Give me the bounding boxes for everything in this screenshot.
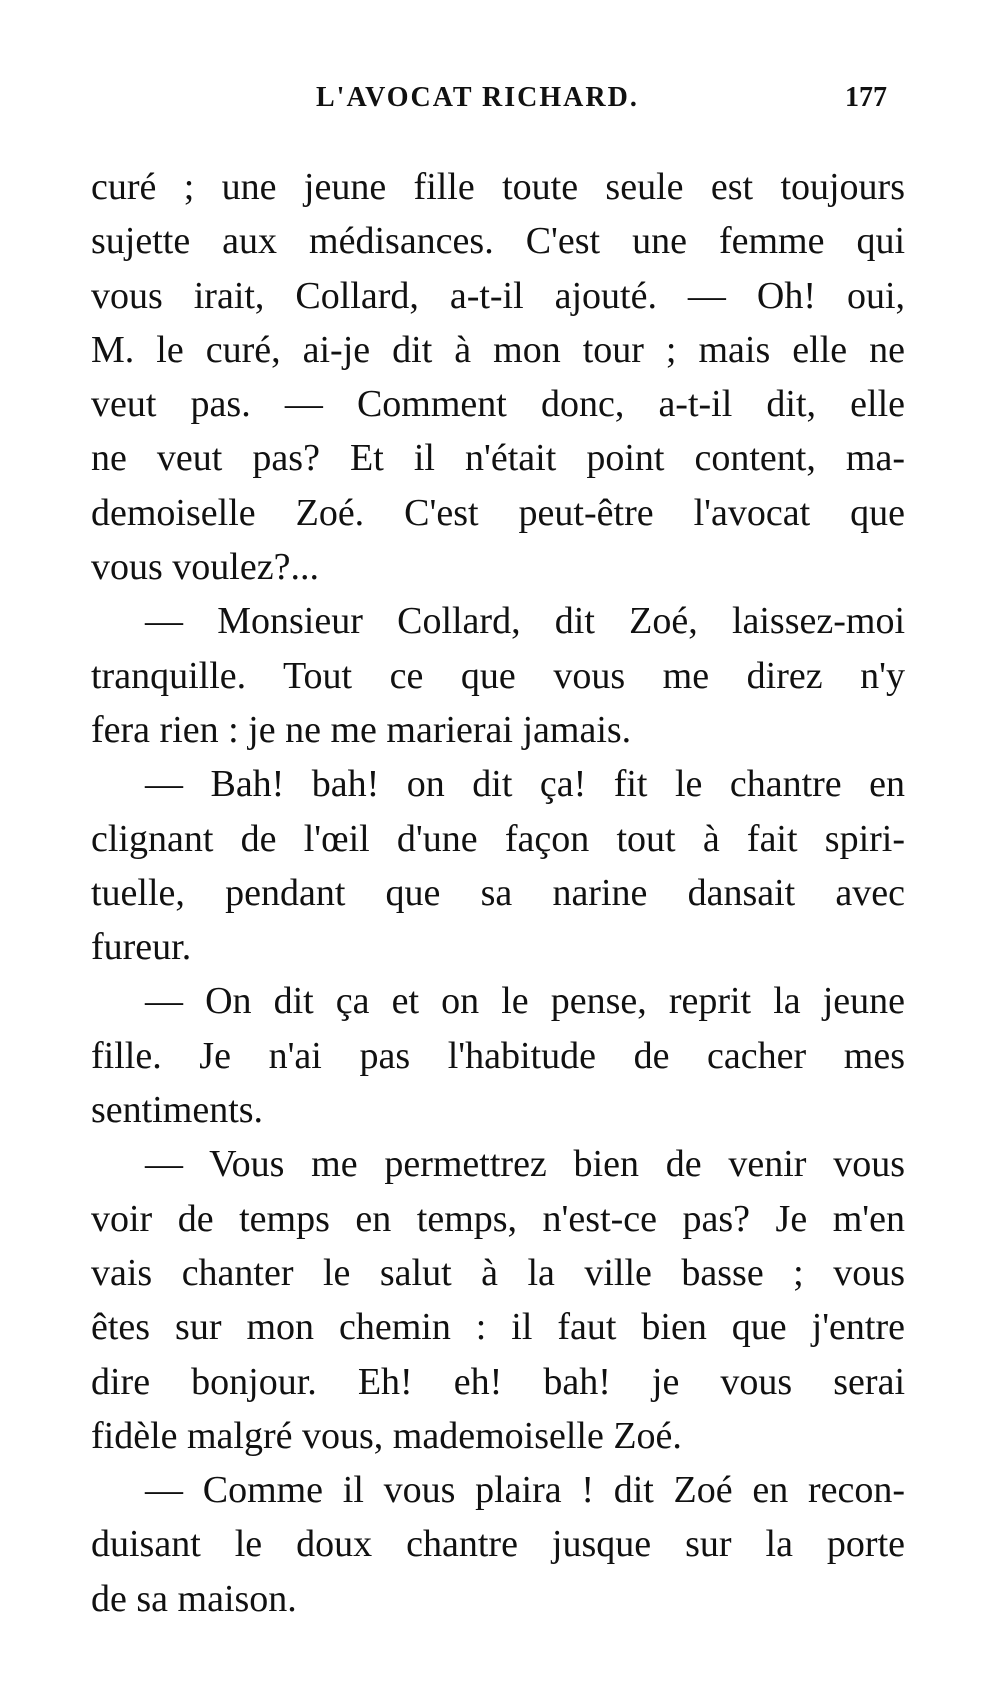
text-line: fidèle malgré vous, mademoiselle Zoé. bbox=[91, 1414, 682, 1457]
text-line: curé ; une jeune fille toute seule est toujours bbox=[91, 166, 905, 208]
page-header bbox=[0, 82, 1000, 122]
text-line: — Vous me permettrez bien de venir vous bbox=[145, 1143, 905, 1186]
text-line: dire bonjour. Eh! eh! bah! je vous serai bbox=[91, 1360, 905, 1403]
text-line: fera rien : je ne me marierai jamais. bbox=[91, 708, 632, 751]
text-line: clignant de l'œil d'une façon tout à fait spiri- bbox=[91, 817, 905, 860]
text-line: voir de temps en temps, n'est-ce pas? Je m'en bbox=[91, 1197, 905, 1240]
running-title: L'AVOCAT RICHARD. bbox=[316, 82, 639, 113]
text-line: — Comme il vous plaira ! dit Zoé en recon- bbox=[145, 1469, 905, 1512]
text-line: vais chanter le salut à la ville basse ; vous bbox=[91, 1251, 905, 1294]
text-line: — Monsieur Collard, dit Zoé, laissez-moi bbox=[145, 600, 905, 643]
text-line: — On dit ça et on le pense, reprit la jeune bbox=[145, 980, 905, 1023]
page-number: 177 bbox=[845, 82, 887, 113]
text-line: vous voulez?... bbox=[91, 546, 319, 589]
text-line: êtes sur mon chemin : il faut bien que j'entre bbox=[91, 1306, 905, 1349]
text-line: fureur. bbox=[91, 926, 192, 969]
text-line: sujette aux médisances. C'est une femme qui bbox=[91, 220, 905, 263]
text-line: demoiselle Zoé. C'est peut-être l'avocat que bbox=[91, 491, 905, 534]
text-line: fille. Je n'ai pas l'habitude de cacher mes bbox=[91, 1034, 905, 1077]
text-line: veut pas. — Comment donc, a-t-il dit, elle bbox=[91, 383, 905, 426]
text-line: M. le curé, ai-je dit à mon tour ; mais elle ne bbox=[91, 328, 905, 371]
text-line: vous irait, Collard, a-t-il ajouté. — Oh! oui, bbox=[91, 274, 905, 317]
text-line: de sa maison. bbox=[91, 1577, 297, 1620]
text-line: sentiments. bbox=[91, 1089, 264, 1132]
text-line: tuelle, pendant que sa narine dansait avec bbox=[91, 871, 905, 914]
text-line: tranquille. Tout ce que vous me direz n'y bbox=[91, 654, 905, 697]
body-text bbox=[91, 160, 905, 1626]
text-line: — Bah! bah! on dit ça! fit le chantre en bbox=[145, 763, 905, 806]
text-line: duisant le doux chantre jusque sur la porte bbox=[91, 1523, 905, 1566]
text-line: ne veut pas? Et il n'était point content, ma- bbox=[91, 437, 905, 480]
